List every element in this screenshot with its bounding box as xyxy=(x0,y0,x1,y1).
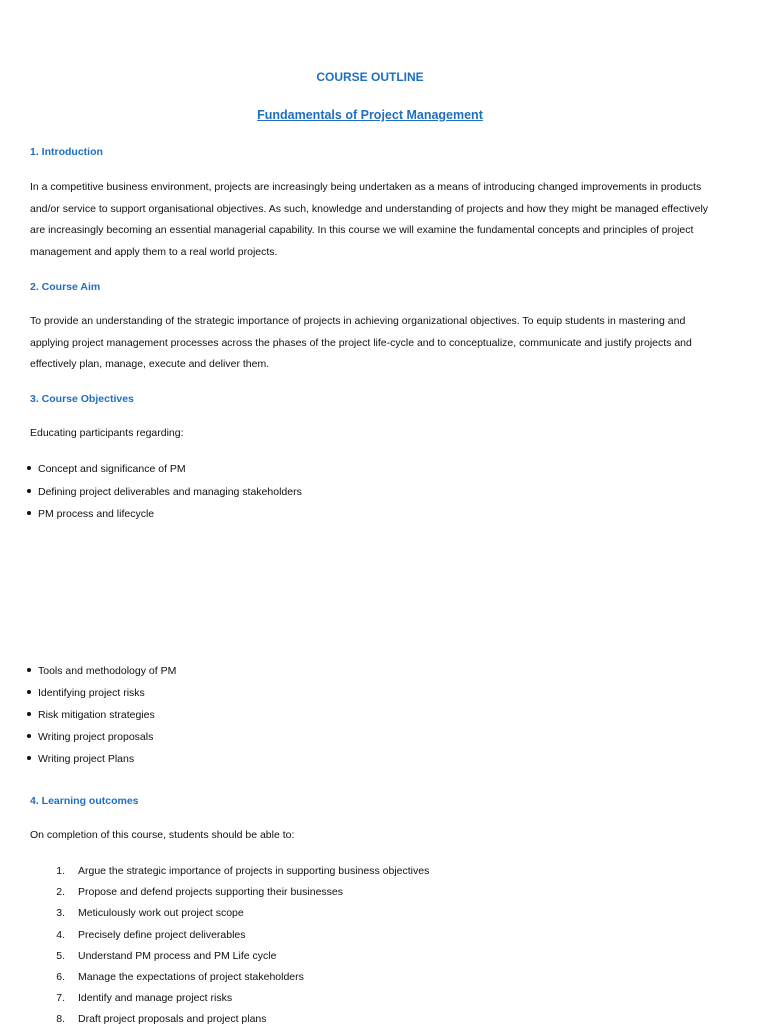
page-title: COURSE OUTLINE xyxy=(316,70,424,84)
list-text: Meticulously work out project scope xyxy=(78,907,244,920)
list-item xyxy=(30,861,429,882)
list-item xyxy=(30,925,429,946)
list-number: 2. xyxy=(56,886,65,899)
list-item: Risk mitigation strategies xyxy=(25,704,176,726)
list-text: Propose and defend projects supporting their businesses xyxy=(78,886,344,899)
section-heading-objectives: 3. Course Objectives xyxy=(30,393,134,405)
list-text: Precisely define project deliverables xyxy=(78,928,246,941)
list-text: Manage the expectations of project stakeholders xyxy=(78,971,304,984)
list-text: Draft project proposals and project plans xyxy=(78,1013,267,1026)
list-item xyxy=(30,988,429,1009)
list-item: Writing project proposals xyxy=(25,726,176,748)
list-item xyxy=(30,882,429,903)
list-item: PM process and lifecycle xyxy=(25,503,302,526)
list-item xyxy=(30,1009,429,1030)
list-number: 6. xyxy=(56,971,65,984)
list-text: Argue the strategic importance of projects in supporting business objectives xyxy=(78,865,430,877)
list-item xyxy=(30,903,429,924)
section-heading-aim: 2. Course Aim xyxy=(30,281,101,293)
list-item xyxy=(30,946,429,967)
page-subtitle: Fundamentals of Project Management xyxy=(257,108,483,122)
list-item: Concept and significance of PM xyxy=(25,458,302,481)
section-heading-introduction: 1. Introduction xyxy=(30,146,103,158)
list-item xyxy=(30,967,429,988)
list-item: Tools and methodology of PM xyxy=(25,660,176,682)
list-item: Defining project deliverables and managing stakeholders xyxy=(25,481,302,504)
objectives-intro: Educating participants regarding: xyxy=(30,427,184,439)
outcomes-list xyxy=(30,861,429,1031)
list-number: 1. xyxy=(56,865,65,877)
objectives-list-a xyxy=(25,458,302,526)
list-text: Understand PM process and PM Life cycle xyxy=(78,949,277,962)
list-text: Identify and manage project risks xyxy=(78,992,233,1005)
list-item: Identifying project risks xyxy=(25,682,176,704)
list-item: Writing project Plans xyxy=(25,748,176,770)
list-number: 4. xyxy=(56,928,65,941)
list-number: 7. xyxy=(56,992,65,1005)
section-heading-outcomes: 4. Learning outcomes xyxy=(30,795,139,807)
list-number: 5. xyxy=(56,949,65,962)
introduction-paragraph: In a competitive business environment, projects are increasingly being undertaken as a means of introducing changed improvements in products and/or service to support organisational objectives. As such, knowledge and understanding of projects and how they might be managed effectively are increasingly becoming an essential managerial capability. In this course we will examine the fundamental concepts and principles of project management and apply them to a real world projects. xyxy=(30,181,709,258)
objectives-list-b xyxy=(25,660,176,770)
list-number: 3. xyxy=(56,907,65,920)
list-number: 8. xyxy=(56,1013,65,1026)
outcomes-intro: On completion of this course, students should be able to: xyxy=(30,829,295,841)
aim-paragraph: To provide an understanding of the strategic importance of projects in achieving organizational objectives. To equip students in mastering and applying project management processes across the phases of the project life-cycle and to conceptualize, communicate and justify projects and effectively plan, manage, execute and deliver them. xyxy=(30,315,692,370)
